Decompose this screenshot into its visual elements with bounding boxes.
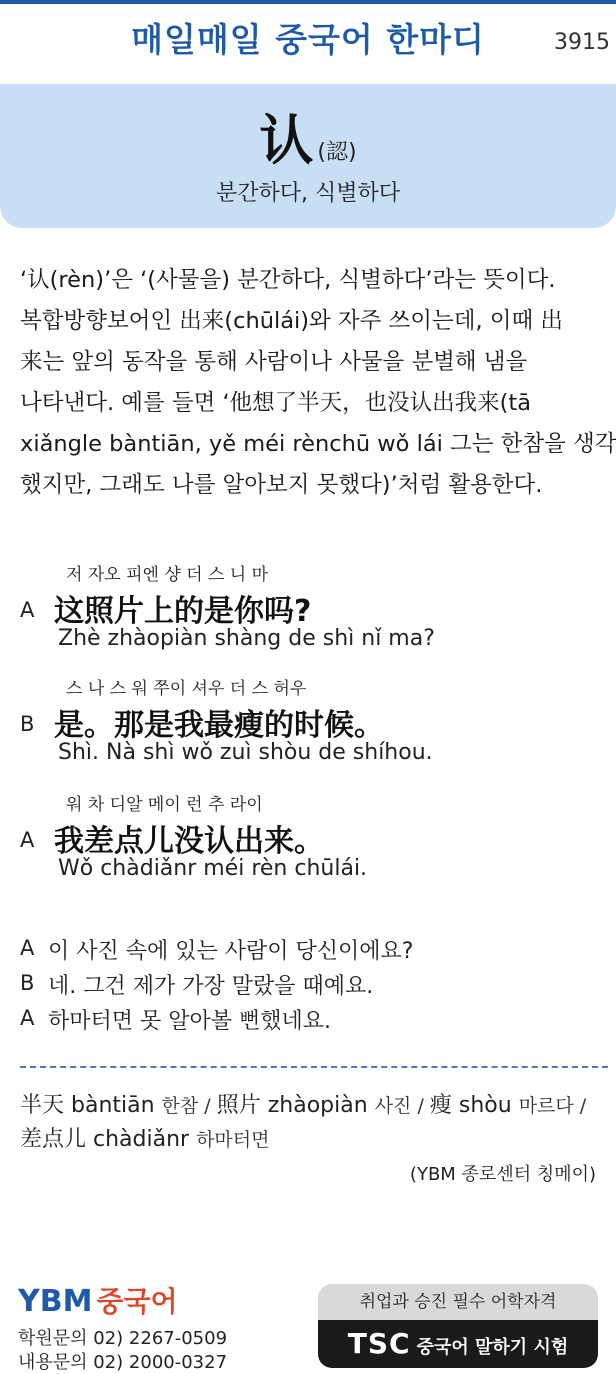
vocab-term: 差点儿 chàdiǎnr xyxy=(20,1127,190,1152)
explanation-line: 来는 앞의 동작을 통해 사람이나 사물을 분별해 냄을 xyxy=(20,349,528,375)
speaker-label: A xyxy=(20,828,35,852)
speaker-label: B xyxy=(20,971,35,995)
key-word: 认 xyxy=(204,824,234,859)
translation-text: 네. 그건 제가 가장 말랐을 때예요. xyxy=(48,974,374,999)
speaker-label: A xyxy=(20,936,35,960)
issue-number: 3915 xyxy=(554,30,610,55)
chinese-sentence xyxy=(54,816,324,860)
word-hanzi: 认 xyxy=(259,108,314,172)
chinese-text: 出来。 xyxy=(234,824,324,859)
explanation-line: xiǎngle bàntiān, yě méi rènchū wǒ lái 그는 한참을 생각 xyxy=(20,431,616,457)
translation-text: 하마터면 못 알아볼 뻔했네요. xyxy=(48,1009,331,1034)
divider xyxy=(20,1066,608,1068)
vocabulary-line xyxy=(20,1122,269,1153)
translation-text: 이 사진 속에 있는 사람이 당신이에요? xyxy=(48,939,414,964)
speaker-label: B xyxy=(20,712,35,736)
explanation-line: 했지만, 그래도 나를 알아보지 못했다)’처럼 활용한다. xyxy=(20,472,543,498)
vocab-meaning: 사진 xyxy=(374,1095,412,1117)
vocab-separator: / xyxy=(573,1095,587,1117)
vocab-term: 瘦 shòu xyxy=(429,1093,512,1118)
tsc-ad-banner xyxy=(318,1320,598,1368)
vocabulary-line xyxy=(20,1088,586,1119)
contact-content: 내용문의 02) 2000-0327 xyxy=(18,1352,228,1373)
page-title: 매일매일 중국어 한마디 xyxy=(131,20,485,59)
vocab-meaning: 하마터면 xyxy=(196,1129,270,1151)
vocab-separator: / xyxy=(198,1095,217,1117)
vocab-meaning: 마르다 xyxy=(518,1095,574,1117)
speaker-label: A xyxy=(20,598,35,622)
tsc-subtitle: 중국어 말하기 시험 xyxy=(416,1337,569,1358)
brand-logo xyxy=(18,1280,178,1320)
word-traditional: (認) xyxy=(317,140,357,165)
chinese-text: 我差点儿没 xyxy=(54,824,204,859)
tsc-ad xyxy=(318,1284,598,1368)
pinyin: Zhè zhàopiàn shàng de shì nǐ ma? xyxy=(58,626,435,651)
vocab-meaning: 한참 xyxy=(161,1095,199,1117)
pinyin: Shì. Nà shì wǒ zuì shòu de shíhou. xyxy=(58,740,433,765)
korean-pronunciation: 저 자오 피엔 샹 더 스 니 마 xyxy=(66,565,269,585)
explanation-line: ‘认(rèn)’은 ‘(사물을) 분간하다, 식별하다’라는 뜻이다. xyxy=(20,267,556,293)
word-meaning: 분간하다, 식별하다 xyxy=(215,181,400,206)
vocab-separator: / xyxy=(411,1095,430,1117)
korean-pronunciation: 스 나 스 워 쭈이 셔우 더 스 허우 xyxy=(66,679,307,699)
explanation-line: 나타낸다. 예를 들면 ‘他想了半天，也没认出我来(tā xyxy=(20,390,532,416)
author-credit: (YBM 종로센터 칭메이) xyxy=(409,1164,596,1185)
vocab-term: 照片 zhàopiàn xyxy=(216,1093,368,1118)
brand-name: YBM xyxy=(18,1284,93,1319)
contact-academy: 학원문의 02) 2267-0509 xyxy=(18,1328,228,1349)
chinese-sentence: 这照片上的是你吗? xyxy=(54,594,312,629)
word-heading xyxy=(0,98,616,175)
tsc-logo: TSC xyxy=(347,1327,411,1360)
top-accent-bar xyxy=(0,0,616,4)
chinese-sentence: 是。那是我最瘦的时候。 xyxy=(54,708,384,743)
vocab-term: 半天 bàntiān xyxy=(20,1093,155,1118)
tsc-ad-tagline: 취업과 승진 필수 어학자격 xyxy=(318,1284,598,1320)
explanation-line: 복합방향보어인 出来(chūlái)와 자주 쓰이는데, 이때 出 xyxy=(20,308,563,334)
korean-pronunciation: 워 차 디알 메이 런 추 라이 xyxy=(66,795,263,815)
speaker-label: A xyxy=(20,1006,35,1030)
pinyin: Wǒ chàdiǎnr méi rèn chūlái. xyxy=(58,856,368,881)
brand-sub: 중국어 xyxy=(96,1285,178,1318)
